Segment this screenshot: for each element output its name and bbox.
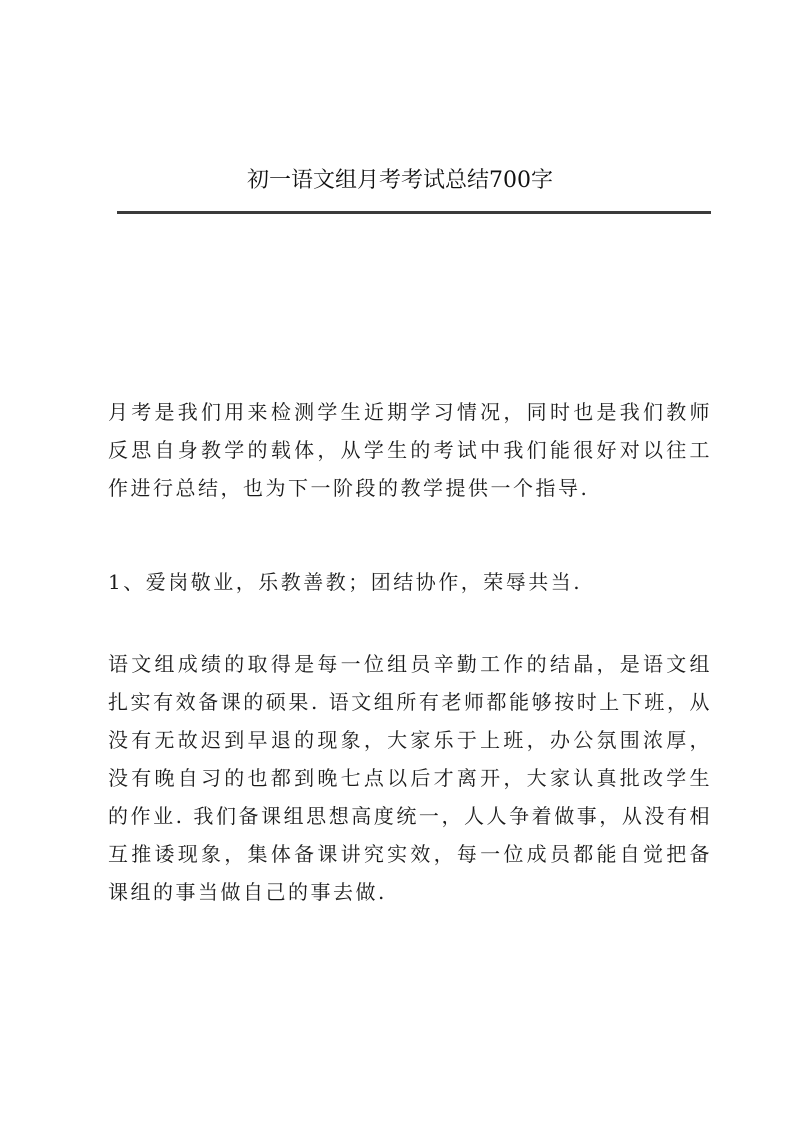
- paragraph-intro: 月考是我们用来检测学生近期学习情况，同时也是我们教师反思自身教学的载体，从学生的考试中我们能很好对以往工作进行总结，也为下一阶段的教学提供一个指导.: [108, 400, 712, 500]
- paragraph-section-body-1: 语文组成绩的取得是每一位组员辛勤工作的结晶，是语文组扎实有效备课的硕果. 语文组所有老师都能够按时上下班，从没有无故迟到早退的现象，大家乐于上班，办公氛围浓厚，没有晚自习的也都到晚七点以后才离开，大家认真批改学生的作业. 我们备课组思想高度统一，人人争着做事，从没有相互推诿现象，集体备课讲究实效，每一位成员都能自觉把备课组的事当做自己的事去做.: [108, 652, 712, 904]
- document-title: 初一语文组月考考试总结700字: [247, 168, 553, 193]
- title-underline-rule: [117, 211, 711, 214]
- paragraph-section-heading-1: 1、爱岗敬业，乐教善教；团结协作，荣辱共当.: [108, 570, 583, 594]
